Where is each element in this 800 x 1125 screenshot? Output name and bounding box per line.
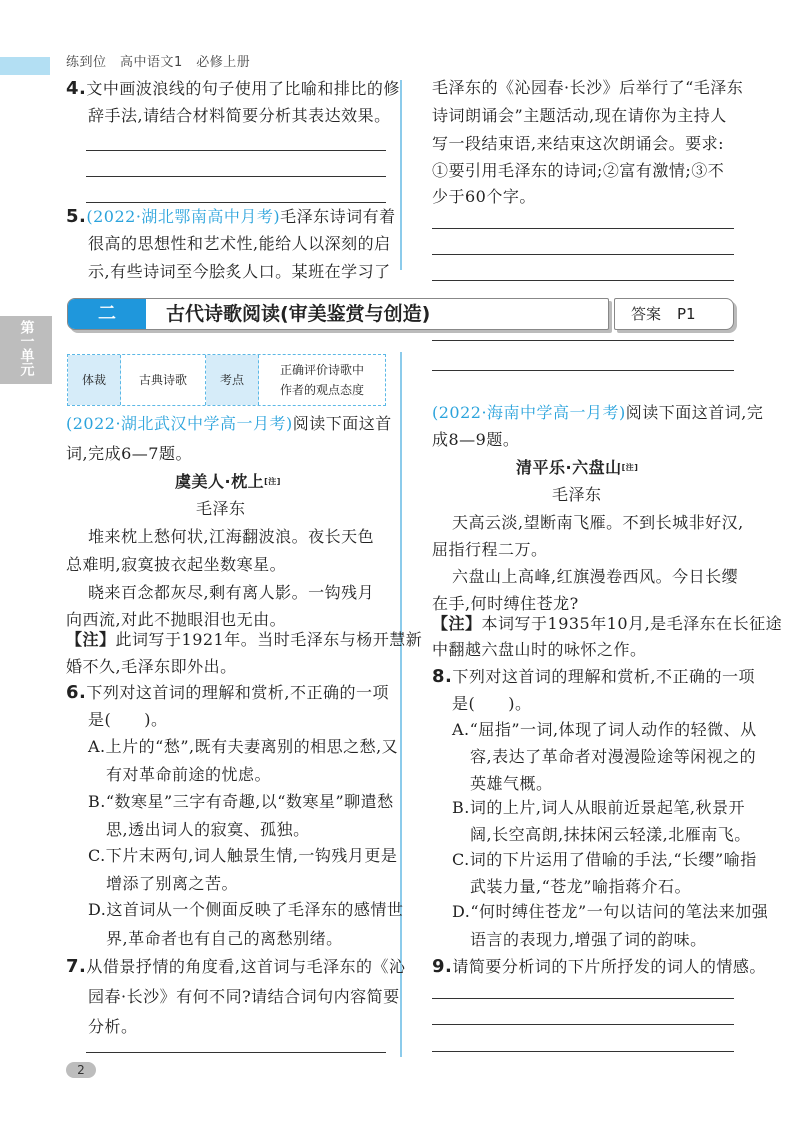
question-text: 毛泽东诗词有着 — [280, 207, 396, 226]
question-8 — [432, 666, 755, 688]
intro-text: 阅读下面这首词,完 — [625, 403, 764, 422]
passage-source: (2022·湖北武汉中学高一月考) — [66, 414, 293, 433]
poem-line: 六盘山上高峰,红旗漫卷西风。今日长缨 — [452, 567, 739, 586]
question-text: 下列对这首词的理解和赏析,不正确的一项 — [86, 683, 389, 702]
question-5 — [66, 206, 396, 228]
passage-2-intro — [432, 402, 763, 424]
answer-label: 答案 — [631, 305, 662, 323]
question-4 — [66, 78, 400, 100]
answer-line[interactable] — [86, 150, 386, 151]
section-number: 二 — [68, 299, 146, 329]
note-text: 中翻越六盘山时的咏怀之作。 — [432, 640, 647, 659]
answer-line[interactable] — [432, 998, 734, 999]
answer-line[interactable] — [432, 340, 734, 341]
question-number: 4. — [66, 78, 87, 99]
answer-line[interactable] — [432, 254, 734, 255]
option-c[interactable]: C.词的下片运用了借喻的手法,“长缨”喻指 — [452, 850, 757, 869]
poem-2-note — [432, 613, 782, 635]
option-b[interactable]: B.“数寒星”三字有奇趣,以“数寒星”聊遣愁 — [88, 792, 394, 811]
poem-title: 虞美人·枕上 — [175, 472, 265, 491]
side-unit-tab — [0, 316, 52, 384]
answer-line[interactable] — [432, 1051, 734, 1052]
note-text: 本词写于1935年10月,是毛泽东在长征途 — [481, 614, 783, 633]
poem-author: 毛泽东 — [196, 499, 246, 518]
note-label: 【注】 — [432, 614, 482, 633]
option-a[interactable]: A.“屈指”一词,体现了词人动作的轻微、从 — [452, 720, 757, 739]
poem-line: 在手,何时缚住苍龙? — [432, 594, 579, 613]
option-a[interactable]: 有对革命前途的忧虑。 — [106, 765, 272, 784]
note-mark: [注] — [621, 463, 639, 472]
question-text: 很高的思想性和艺术性,能给人以深刻的启 — [88, 234, 391, 253]
option-a[interactable]: A.上片的“愁”,既有夫妻离别的相思之愁,又 — [88, 737, 399, 756]
point-line: 作者的观点态度 — [279, 383, 364, 397]
section-banner — [67, 298, 609, 330]
option-d[interactable]: 界,革命者也有自己的离愁别绪。 — [106, 929, 343, 948]
option-c[interactable]: C.下片末两句,词人触景生情,一钩残月更是 — [88, 846, 398, 865]
option-d[interactable]: D.这首词从一个侧面反映了毛泽东的感情世 — [88, 900, 404, 919]
running-header: 练到位 高中语文1 必修上册 — [66, 55, 251, 70]
option-d[interactable]: 语言的表现力,增强了词的韵味。 — [470, 930, 707, 949]
answer-line[interactable] — [432, 280, 734, 281]
question-text: ①要引用毛泽东的诗词;②富有激情;③不 — [432, 161, 725, 180]
question-number: 9. — [432, 956, 453, 977]
answer-line[interactable] — [86, 1052, 386, 1053]
question-7 — [66, 956, 405, 978]
option-b[interactable]: B.词的上片,词人从眼前近景起笔,秋景开 — [452, 798, 746, 817]
genre-label: 体裁 — [68, 355, 121, 405]
header-accent-bar — [0, 57, 50, 75]
question-text: 是( )。 — [452, 694, 532, 713]
poem-line: 总难明,寂寞披衣起坐数寒星。 — [66, 555, 287, 574]
answer-page: P1 — [677, 305, 696, 323]
point-line: 正确评价诗歌中 — [279, 363, 364, 377]
intro-text: 词,完成6—7题。 — [66, 444, 192, 463]
note-text: 婚不久,毛泽东即外出。 — [66, 657, 237, 676]
question-number: 7. — [66, 956, 87, 977]
side-unit-tab-label: 第一单元 — [18, 320, 35, 376]
passage-1-intro — [66, 413, 392, 435]
question-text: 文中画波浪线的句子使用了比喻和排比的修 — [86, 79, 400, 98]
question-text: 写一段结束语,来结束这次朗诵会。要求: — [432, 134, 724, 153]
poem-line: 向西流,对此不抛眼泪也无由。 — [66, 610, 287, 629]
info-table — [67, 354, 386, 406]
intro-text: 成8—9题。 — [432, 430, 520, 449]
note-mark: [注] — [264, 477, 281, 486]
option-b[interactable]: 思,透出词人的寂寞、孤独。 — [106, 820, 310, 839]
note-text: 此词写于1921年。当时毛泽东与杨开慧新 — [115, 630, 423, 649]
poem-line: 天高云淡,望断南飞雁。不到长城非好汉, — [452, 513, 744, 532]
point-value — [259, 355, 385, 405]
intro-text: 阅读下面这首 — [292, 414, 392, 433]
question-number: 6. — [66, 682, 87, 703]
option-c[interactable]: 增添了别离之苦。 — [106, 874, 239, 893]
page-number: 2 — [66, 1062, 96, 1078]
question-number: 8. — [432, 666, 453, 687]
question-6 — [66, 682, 389, 704]
question-source: (2022·湖北鄂南高中月考) — [86, 207, 281, 226]
note-label: 【注】 — [66, 630, 116, 649]
poem-title: 清平乐·六盘山 — [516, 458, 622, 477]
poem-line: 晓来百念都灰尽,剩有离人影。一钩残月 — [88, 583, 375, 602]
poem-author: 毛泽东 — [552, 485, 602, 504]
option-a[interactable]: 英雄气概。 — [470, 774, 553, 793]
point-label: 考点 — [206, 355, 259, 405]
question-text: 辞手法,请结合材料简要分析其表达效果。 — [88, 106, 391, 125]
answer-line[interactable] — [86, 176, 386, 177]
question-text: 诗词朗诵会”主题活动,现在请你为主持人 — [432, 106, 727, 125]
section-title: 古代诗歌阅读(审美鉴赏与创造) — [166, 303, 431, 325]
column-divider-top — [400, 80, 402, 270]
answer-line[interactable] — [432, 228, 734, 229]
poem-line: 堆来枕上愁何状,江海翻波浪。夜长天色 — [88, 527, 375, 546]
question-text: 下列对这首词的理解和赏析,不正确的一项 — [452, 667, 755, 686]
question-number: 5. — [66, 206, 87, 227]
passage-source: (2022·海南中学高一月考) — [432, 403, 626, 422]
question-text: 少于60个字。 — [432, 187, 536, 206]
poem-1-note — [66, 629, 422, 651]
option-b[interactable]: 阔,长空高朗,抹抹闲云轻漾,北雁南飞。 — [470, 825, 751, 844]
genre-value: 古典诗歌 — [121, 355, 206, 405]
question-text: 毛泽东的《沁园春·长沙》后举行了“毛泽东 — [432, 78, 744, 97]
option-c[interactable]: 武装力量,“苍龙”喻指蒋介石。 — [470, 877, 691, 896]
question-text: 请简要分析词的下片所抒发的词人的情感。 — [452, 957, 766, 976]
poem-2-title — [516, 457, 638, 479]
answer-line[interactable] — [432, 370, 734, 371]
question-text: 分析。 — [88, 1017, 138, 1036]
option-d[interactable]: D.“何时缚住苍龙”一句以诘问的笔法来加强 — [452, 902, 769, 921]
answer-line[interactable] — [86, 202, 386, 203]
answer-reference-box[interactable] — [614, 298, 734, 330]
question-text: 园春·长沙》有何不同?请结合词句内容简要 — [88, 987, 400, 1006]
answer-line[interactable] — [432, 1024, 734, 1025]
poem-1-title — [175, 471, 281, 493]
question-text: 示,有些诗词至今脍炙人口。某班在学习了 — [88, 262, 391, 281]
question-text: 从借景抒情的角度看,这首词与毛泽东的《沁 — [86, 957, 406, 976]
option-a[interactable]: 容,表达了革命者对漫漫险途等闲视之的 — [470, 747, 757, 766]
poem-line: 屈指行程二万。 — [432, 540, 548, 559]
question-9 — [432, 956, 766, 978]
column-divider-bottom — [400, 352, 402, 1057]
question-text: 是( )。 — [88, 710, 168, 729]
